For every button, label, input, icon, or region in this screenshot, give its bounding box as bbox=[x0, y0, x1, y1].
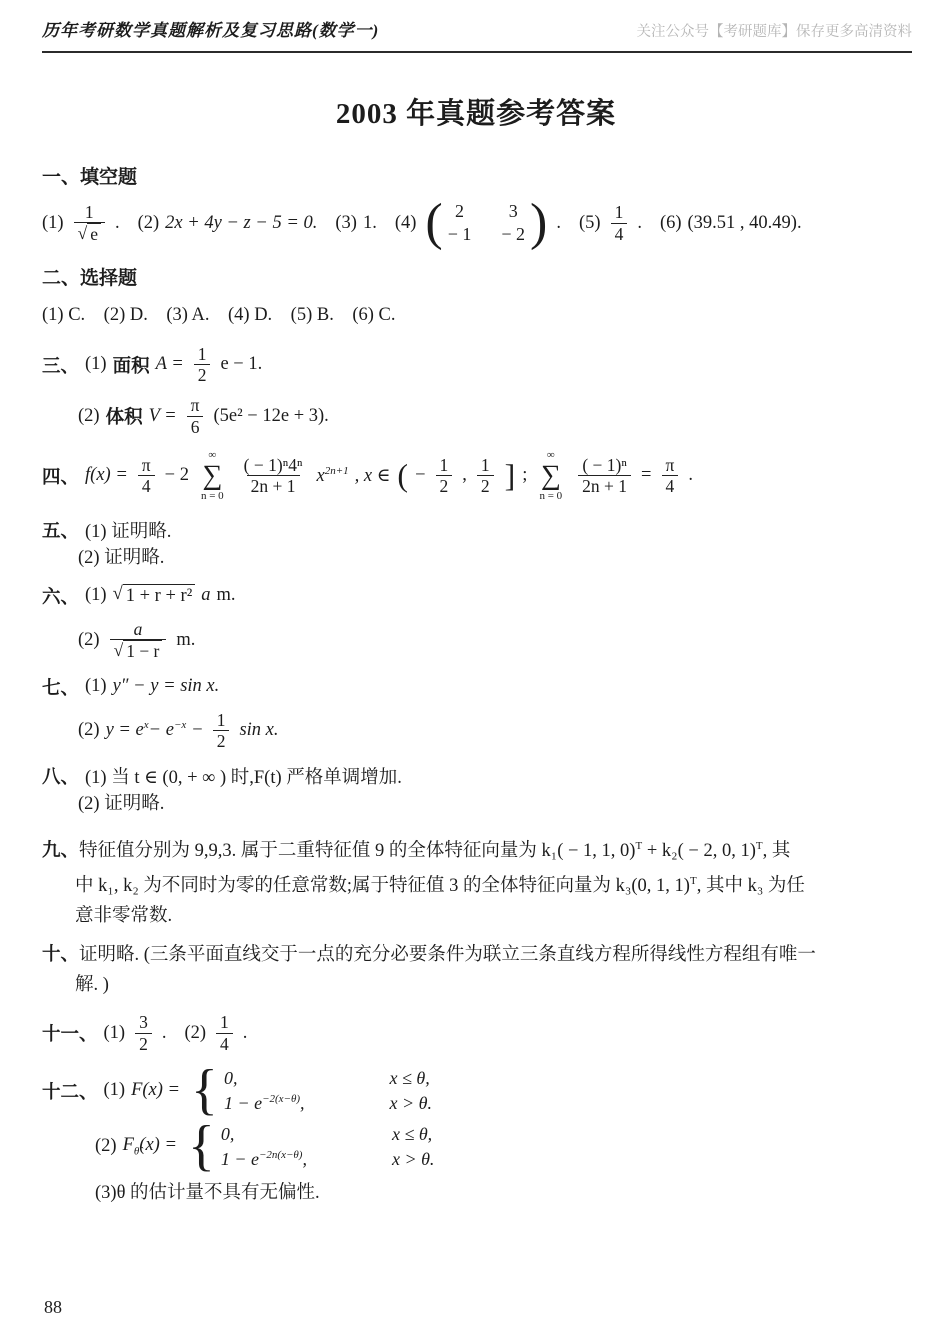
sec6-line2 bbox=[42, 619, 910, 662]
sec6-unit1: m. bbox=[216, 585, 236, 606]
fill-q5-numerator: 1 bbox=[614, 202, 624, 223]
sec12-c1-row2-exponent: −2(x−θ) bbox=[262, 1092, 301, 1105]
sec7-frac-num: 1 bbox=[216, 709, 226, 730]
matrix-entries bbox=[443, 201, 530, 245]
sec6-unit2: m. bbox=[176, 629, 196, 650]
fill-q3-answer: 1. bbox=[362, 212, 377, 233]
sec7-part2-index: (2) bbox=[78, 719, 100, 740]
sec4-x-var: x bbox=[316, 465, 325, 486]
sec4-equals: = bbox=[641, 465, 652, 486]
interval-right-bracket: ] bbox=[504, 457, 516, 494]
sec9-line2 bbox=[42, 866, 910, 901]
fill-answers-line bbox=[42, 194, 910, 251]
sec12-line2 bbox=[42, 1115, 910, 1178]
fill-q1-denominator bbox=[74, 222, 105, 245]
sec4-frac-pi4-b-den: 4 bbox=[662, 475, 679, 496]
radicand: e bbox=[87, 223, 101, 245]
sec6-variable-a: a bbox=[201, 585, 211, 606]
sec7-line1 bbox=[42, 674, 910, 700]
sec4-membership: , x ∈ bbox=[354, 465, 391, 486]
sec7-pre: y = e bbox=[105, 720, 144, 741]
sec10-line1 bbox=[42, 939, 910, 970]
sec12-lhs2-rest: (x) = bbox=[139, 1135, 177, 1156]
sec3-part2-tail: (5e² − 12e + 3). bbox=[213, 405, 329, 426]
sec4-series-fraction bbox=[240, 455, 307, 496]
choice-answers-line: (1) C. (2) D. (3) A. (4) D. (5) B. (6) C. bbox=[42, 305, 396, 326]
sec10-marker: 十、 bbox=[42, 943, 80, 965]
sec5-marker: 五、 bbox=[42, 519, 80, 541]
radical-sign-icon: √ bbox=[112, 584, 123, 605]
page-number: 88 bbox=[44, 1297, 62, 1317]
sec3-part1-index: (1) bbox=[85, 354, 107, 375]
sec4-interval-comma: , bbox=[462, 465, 467, 486]
sec11-frac2-den: 4 bbox=[216, 1033, 233, 1054]
fill-q6-answer: (39.51 , 40.49). bbox=[687, 212, 802, 233]
page-title: 2003 年真题参考答案 bbox=[335, 98, 617, 130]
sec4-frac-pi4-a-num: π bbox=[141, 455, 151, 476]
sec12-cases1-grid bbox=[224, 1068, 432, 1114]
sec4-interval-frac-b-num: 1 bbox=[480, 455, 490, 476]
page-header bbox=[0, 0, 950, 49]
sec12-part2-lhs bbox=[123, 1135, 177, 1158]
sec7-frac-den: 2 bbox=[213, 730, 230, 751]
sec6-radicand1: 1 + r + r² bbox=[123, 584, 195, 607]
sec12-cases2-grid bbox=[221, 1124, 435, 1170]
sec9-transpose-1: T bbox=[635, 840, 643, 853]
cases-brace-icon: { bbox=[191, 1059, 218, 1122]
sec3-part1-fraction bbox=[194, 344, 211, 385]
sec7-fraction bbox=[213, 710, 230, 751]
sec4-sum1-lower: n = 0 bbox=[200, 489, 224, 502]
sec5-part1: (1) 证明略. bbox=[85, 521, 172, 542]
fill-q5-denominator: 4 bbox=[611, 223, 628, 244]
sec11-fraction2 bbox=[216, 1012, 233, 1053]
sec12-c2-row2-cond: x > θ. bbox=[391, 1148, 435, 1169]
sec4-frac-pi4-b-num: π bbox=[665, 455, 675, 476]
sec8-line1 bbox=[42, 763, 910, 789]
sec12-c2-row2-expr bbox=[221, 1149, 307, 1170]
section1-heading: 一、填空题 bbox=[42, 167, 138, 188]
sec11-marker: 十一、 bbox=[42, 1023, 98, 1044]
fill-q1-numerator: 1 bbox=[84, 201, 94, 222]
sec4-frac-pi4-a bbox=[138, 455, 155, 496]
sec4-interval-frac-a bbox=[436, 455, 453, 496]
sec8-line2: (2) 证明略. bbox=[78, 794, 165, 815]
sec6-part1-index: (1) bbox=[85, 585, 107, 606]
sec9-text-1a: 特征值分别为 9,9,3. 属于二重特征值 9 的全体特征向量为 k₁( − 1, 1, 0) bbox=[79, 841, 636, 862]
sec12-part1-index: (1) bbox=[103, 1080, 126, 1101]
sec7-part1-index: (1) bbox=[85, 676, 107, 697]
fill-q4-period: . bbox=[556, 212, 561, 233]
sec9-transpose-2: T bbox=[755, 840, 763, 853]
sec12-c2-row2-post: , bbox=[302, 1148, 307, 1169]
sec7-mid: − e bbox=[148, 720, 174, 741]
sec6-marker: 六、 bbox=[42, 585, 80, 607]
sec3-line2 bbox=[42, 395, 910, 436]
sec12-c2-row2-pre: 1 − e bbox=[220, 1148, 259, 1169]
sec9-transpose-3: T bbox=[689, 875, 697, 888]
fill-q2-answer: 2x + 4y − z − 5 = 0. bbox=[165, 212, 318, 233]
sec4-series-den: 2n + 1 bbox=[247, 475, 300, 496]
sec4-line bbox=[42, 449, 910, 503]
sec4-semicolon: ; bbox=[522, 465, 528, 486]
sigma-icon: ∑ bbox=[202, 459, 223, 491]
fill-q1-period: . bbox=[114, 212, 120, 233]
interval-left-paren: ( bbox=[397, 457, 409, 494]
sec4-series2-fraction bbox=[578, 455, 631, 496]
sec4-sum1-upper: ∞ bbox=[208, 448, 217, 461]
fill-q1-fraction bbox=[74, 202, 105, 245]
sec12-cases2 bbox=[187, 1115, 435, 1178]
sec3-part1-numerator: 1 bbox=[197, 344, 207, 365]
fill-q5-label: (5) bbox=[578, 212, 601, 233]
sec9-text-2a: 中 k₁, k₂ 为不同时为零的任意常数;属于特征值 3 的全体特征向量为 k₃(0, 1, 1) bbox=[75, 876, 690, 897]
sec12-line1 bbox=[42, 1059, 910, 1122]
sec7-line2 bbox=[42, 710, 910, 751]
sec4-series2-num: ( − 1)ⁿ bbox=[582, 455, 627, 476]
sec11-frac1-den: 2 bbox=[135, 1033, 152, 1054]
fill-q1-label: (1) bbox=[42, 212, 64, 233]
sec3-part2-lhs: V = bbox=[148, 405, 177, 426]
sec7-part1-expr: y″ − y = sin x. bbox=[112, 676, 220, 697]
matrix-entry-11: 2 bbox=[455, 201, 465, 222]
sec12-c1-row1-cond: x ≤ θ, bbox=[389, 1067, 430, 1088]
sec9-text-1c: , 其 bbox=[762, 841, 791, 862]
sec9-text-1b: + k₂( − 2, 0, 1) bbox=[642, 841, 756, 862]
sec7-exp-terms bbox=[106, 719, 187, 741]
sec9-marker: 九、 bbox=[42, 839, 80, 861]
sec4-frac-pi4-b bbox=[661, 455, 678, 496]
sec3-part1-lhs: A = bbox=[155, 354, 184, 375]
sec4-marker: 四、 bbox=[42, 465, 80, 487]
fill-q5-period: . bbox=[637, 212, 642, 233]
sec11-part2-index: (2) bbox=[184, 1022, 207, 1043]
sec4-frac-pi4-a-den: 4 bbox=[138, 475, 155, 496]
sec12-c1-row2-cond: x > θ. bbox=[389, 1092, 433, 1113]
sec12-part2-index: (2) bbox=[95, 1136, 117, 1157]
page-content bbox=[0, 91, 950, 1208]
sec3-line1 bbox=[42, 344, 910, 385]
sec12-part1-lhs: F(x) = bbox=[131, 1080, 181, 1101]
fill-q5-fraction bbox=[611, 202, 628, 243]
matrix-left-paren: ( bbox=[425, 194, 443, 251]
sec11-period1: . bbox=[161, 1022, 167, 1043]
sqrt-expression bbox=[78, 223, 101, 245]
section2-heading: 二、选择题 bbox=[42, 268, 138, 290]
sec3-part1-tail: e − 1. bbox=[220, 354, 263, 375]
sec12-c1-row1-expr: 0, bbox=[223, 1067, 238, 1088]
sec8-marker: 八、 bbox=[42, 766, 80, 788]
sec4-x-exponent: 2n+1 bbox=[324, 464, 349, 477]
sec5-line1 bbox=[42, 517, 910, 543]
sec7-tail: sin x. bbox=[239, 719, 279, 740]
sec4-lhs: f(x) = bbox=[85, 465, 128, 486]
sec9-text-2b: , 其中 k₃ 为任 bbox=[696, 876, 805, 897]
sec4-neg-sign: − bbox=[415, 465, 426, 486]
sec11-frac2-num: 1 bbox=[220, 1012, 229, 1033]
sec6-fraction bbox=[110, 619, 167, 662]
sec12-c2-row2-exponent: −2n(x−θ) bbox=[258, 1148, 303, 1161]
sec6-part2-index: (2) bbox=[78, 629, 100, 650]
fill-q4-label: (4) bbox=[394, 212, 417, 233]
sec12-cases1 bbox=[191, 1059, 433, 1122]
sigma-icon: ∑ bbox=[540, 459, 561, 491]
sec12-c1-row2-post: , bbox=[300, 1092, 305, 1113]
matrix-entry-22: − 2 bbox=[501, 224, 526, 245]
sec4-sum2-upper: ∞ bbox=[546, 448, 555, 461]
fill-q6-label: (6) bbox=[659, 212, 682, 233]
sec3-part1-word: 面积 bbox=[112, 354, 150, 376]
radical-sign-icon: √ bbox=[77, 222, 88, 243]
sec5-line2: (2) 证明略. bbox=[78, 547, 165, 568]
sec4-interval-frac-a-num: 1 bbox=[439, 455, 449, 476]
sec12-line3: (3)θ 的估计量不具有无偏性. bbox=[95, 1182, 320, 1203]
sec4-interval-frac-a-den: 2 bbox=[436, 475, 453, 496]
header-watermark: 关注公众号【考研题库】保存更多高清资料 bbox=[636, 24, 912, 40]
sec12-marker: 十二、 bbox=[42, 1080, 98, 1102]
sec7-exponent2: −x bbox=[173, 719, 187, 732]
sec4-x-power bbox=[316, 465, 348, 487]
sec4-summation-2 bbox=[539, 449, 562, 503]
sec10-line2: 解. ) bbox=[75, 975, 109, 996]
sec4-series2-den: 2n + 1 bbox=[578, 475, 631, 496]
sec11-part1-index: (1) bbox=[103, 1022, 126, 1043]
sec4-period: . bbox=[688, 465, 693, 486]
sec11-period2: . bbox=[242, 1022, 248, 1043]
fill-q3-label: (3) bbox=[335, 212, 357, 233]
sec4-interval-frac-b bbox=[477, 455, 494, 496]
sec4-sum2-lower: n = 0 bbox=[539, 489, 563, 502]
matrix-entry-12: 3 bbox=[508, 201, 518, 222]
sec6-frac-den bbox=[110, 639, 167, 662]
sec4-interval-frac-b-den: 2 bbox=[477, 475, 494, 496]
sec6-radicand2: 1 − r bbox=[123, 640, 162, 662]
cases-brace-icon: { bbox=[187, 1115, 215, 1178]
fill-q2-label: (2) bbox=[137, 212, 160, 233]
sec4-series-num: ( − 1)ⁿ4ⁿ bbox=[243, 455, 303, 476]
sec3-part1-denominator: 2 bbox=[194, 364, 211, 385]
sec4-minus-two: − 2 bbox=[164, 465, 189, 486]
radical-sign-icon: √ bbox=[113, 639, 124, 660]
sec12-c1-row2-expr bbox=[224, 1093, 305, 1114]
sec9-line3: 意非零常数. bbox=[75, 906, 173, 927]
sec11-fraction1 bbox=[135, 1012, 152, 1053]
sec3-part2-word: 体积 bbox=[105, 406, 143, 428]
sec12-theta-hat-subscript: θ̂ bbox=[133, 1145, 140, 1158]
header-book-title: 历年考研数学真题解析及复习思路(数学一) bbox=[42, 21, 380, 40]
sec3-part2-denominator: 6 bbox=[187, 416, 204, 437]
sec8-part1: (1) 当 t ∈ (0, + ∞ ) 时,F(t) 严格单调增加. bbox=[85, 768, 402, 789]
sec7-exponent1: x bbox=[143, 719, 149, 732]
sec6-frac-num: a bbox=[133, 618, 143, 639]
sec3-part2-fraction bbox=[187, 395, 204, 436]
sec3-part2-numerator: π bbox=[190, 395, 200, 416]
matrix-entry-21: − 1 bbox=[447, 224, 472, 245]
sec7-marker: 七、 bbox=[42, 676, 80, 698]
sec12-c2-row1-cond: x ≤ θ, bbox=[391, 1123, 433, 1144]
sec10-text-1: 证明略. (三条平面直线交于一点的充分必要条件为联立三条直线方程所得线性方程组有唯一 bbox=[79, 945, 816, 966]
matrix-right-paren: ) bbox=[530, 194, 548, 251]
sec3-marker: 三、 bbox=[42, 354, 80, 376]
sec11-line bbox=[42, 1012, 910, 1053]
sec9-line1 bbox=[42, 831, 910, 866]
sec12-F-symbol: F bbox=[122, 1135, 134, 1156]
sec4-summation-1 bbox=[201, 449, 224, 503]
sec6-sqrt2 bbox=[114, 640, 163, 662]
sec6-sqrt1 bbox=[113, 584, 196, 607]
header-rule bbox=[42, 51, 912, 53]
sec12-c1-row2-pre: 1 − e bbox=[223, 1092, 263, 1113]
sec12-c2-row1-expr: 0, bbox=[220, 1123, 235, 1144]
sec11-frac1-num: 3 bbox=[139, 1012, 148, 1033]
sec3-part2-index: (2) bbox=[78, 405, 100, 426]
sec7-minus: − bbox=[192, 719, 203, 740]
sec6-line1 bbox=[42, 583, 910, 609]
fill-q4-matrix bbox=[425, 194, 548, 251]
